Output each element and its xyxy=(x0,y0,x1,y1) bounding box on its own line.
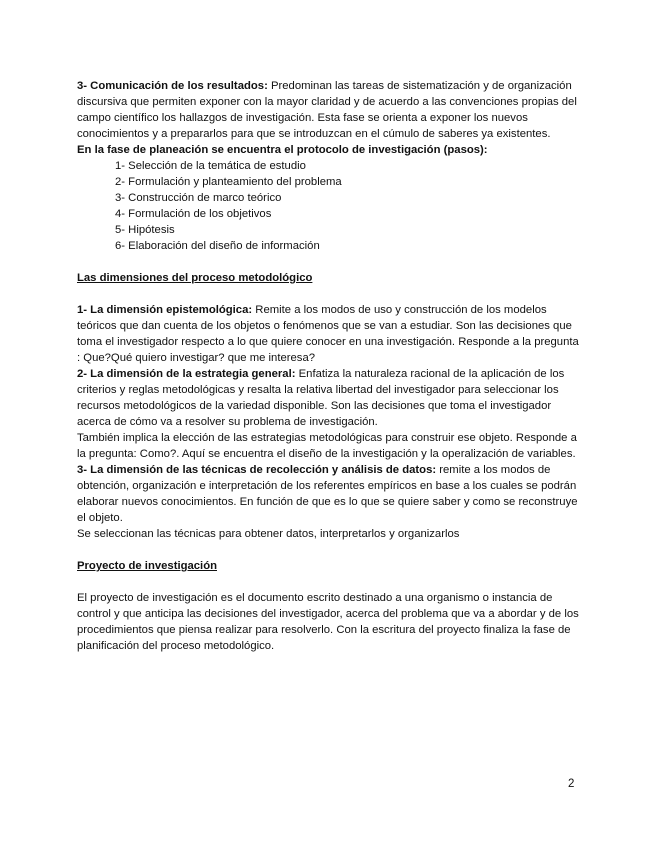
list-item: 2- Formulación y planteamiento del problema xyxy=(115,176,342,188)
list-item: 1- Selección de la temática de estudio xyxy=(115,160,306,172)
dimension3-label: 3- La dimensión de las técnicas de recolección y análisis de datos: xyxy=(77,464,437,476)
dimension1-text: Remite a los modos de uso y construcción de los modelos teóricos que dan cuenta de los objetos o fenómenos que se van a estudiar. Son las decisiones que toma el investigador respecto a lo que quiere conocer en una investigación. Responde a la pregunta : Que?Qué quiero investigar? que me interesa? xyxy=(77,304,579,364)
dimension1-label: 1- La dimensión epistemológica: xyxy=(77,304,253,316)
section3-text: Predominan las tareas de sistematización y de organización discursiva que permiten exponer con la mayor claridad y de acuerdo a las convenciones propias del campo científico los hallazgos de investigación. Esta fase se orienta a exponer los nuevos conocimientos y a prepararlos para que se introduzcan en el cúmulo de saberes ya existentes. xyxy=(77,80,577,140)
project-heading: Proyecto de investigación xyxy=(77,560,217,572)
section3-label: 3- Comunicación de los resultados: xyxy=(77,80,268,92)
dimension3-text: remite a los modos de obtención, organización e interpretación de los referentes empíricos en base a los cuales se podrán elaborar nuevos conocimientos. En función de que es lo que se quiere saber y como se reconstruye el objeto. xyxy=(77,464,578,524)
dimension2-label: 2- La dimensión de la estrategia general: xyxy=(77,368,296,380)
dimension2-paragraph xyxy=(77,366,582,430)
dimensions-heading: Las dimensiones del proceso metodológico xyxy=(77,272,313,284)
dimension3-paragraph xyxy=(77,462,582,526)
list-item: 3- Construcción de marco teórico xyxy=(115,192,282,204)
list-item: 6- Elaboración del diseño de información xyxy=(115,240,320,252)
list-item: 4- Formulación de los objetivos xyxy=(115,208,272,220)
dimension2-extra: También implica la elección de las estrategias metodológicas para construir ese objeto. Responde a la pregunta: Como?. Aquí se encuentra el diseño de la investigación y la operalización de variables. xyxy=(77,432,577,460)
list-item: 5- Hipótesis xyxy=(115,224,175,236)
dimension2-text: Enfatiza la naturaleza racional de la aplicación de los criterios y reglas metodológicas y resalta la relativa libertad del investigador para seleccionar los recursos metodológicos de la variedad disponible. Son las decisiones que toma el investigador acerca de cómo va a resolver su problema de investigación. xyxy=(77,368,565,428)
project-paragraph: El proyecto de investigación es el documento escrito destinado a una organismo o instancia de control y que anticipa las decisiones del investigador, acerca del problema que va a abordar y de los procedimientos que piensa realizar para resolverlo. Con la escritura del proyecto finaliza la fase de planificación del proceso metodológico. xyxy=(77,592,579,652)
dimension1-paragraph xyxy=(77,302,582,366)
page-number: 2 xyxy=(568,778,575,790)
dimension3-extra: Se seleccionan las técnicas para obtener datos, interpretarlos y organizarlos xyxy=(77,528,460,540)
protocol-steps-list xyxy=(77,158,582,254)
protocol-title: En la fase de planeación se encuentra el protocolo de investigación (pasos): xyxy=(77,144,488,156)
section3-paragraph xyxy=(77,78,582,142)
document-page xyxy=(77,78,582,654)
